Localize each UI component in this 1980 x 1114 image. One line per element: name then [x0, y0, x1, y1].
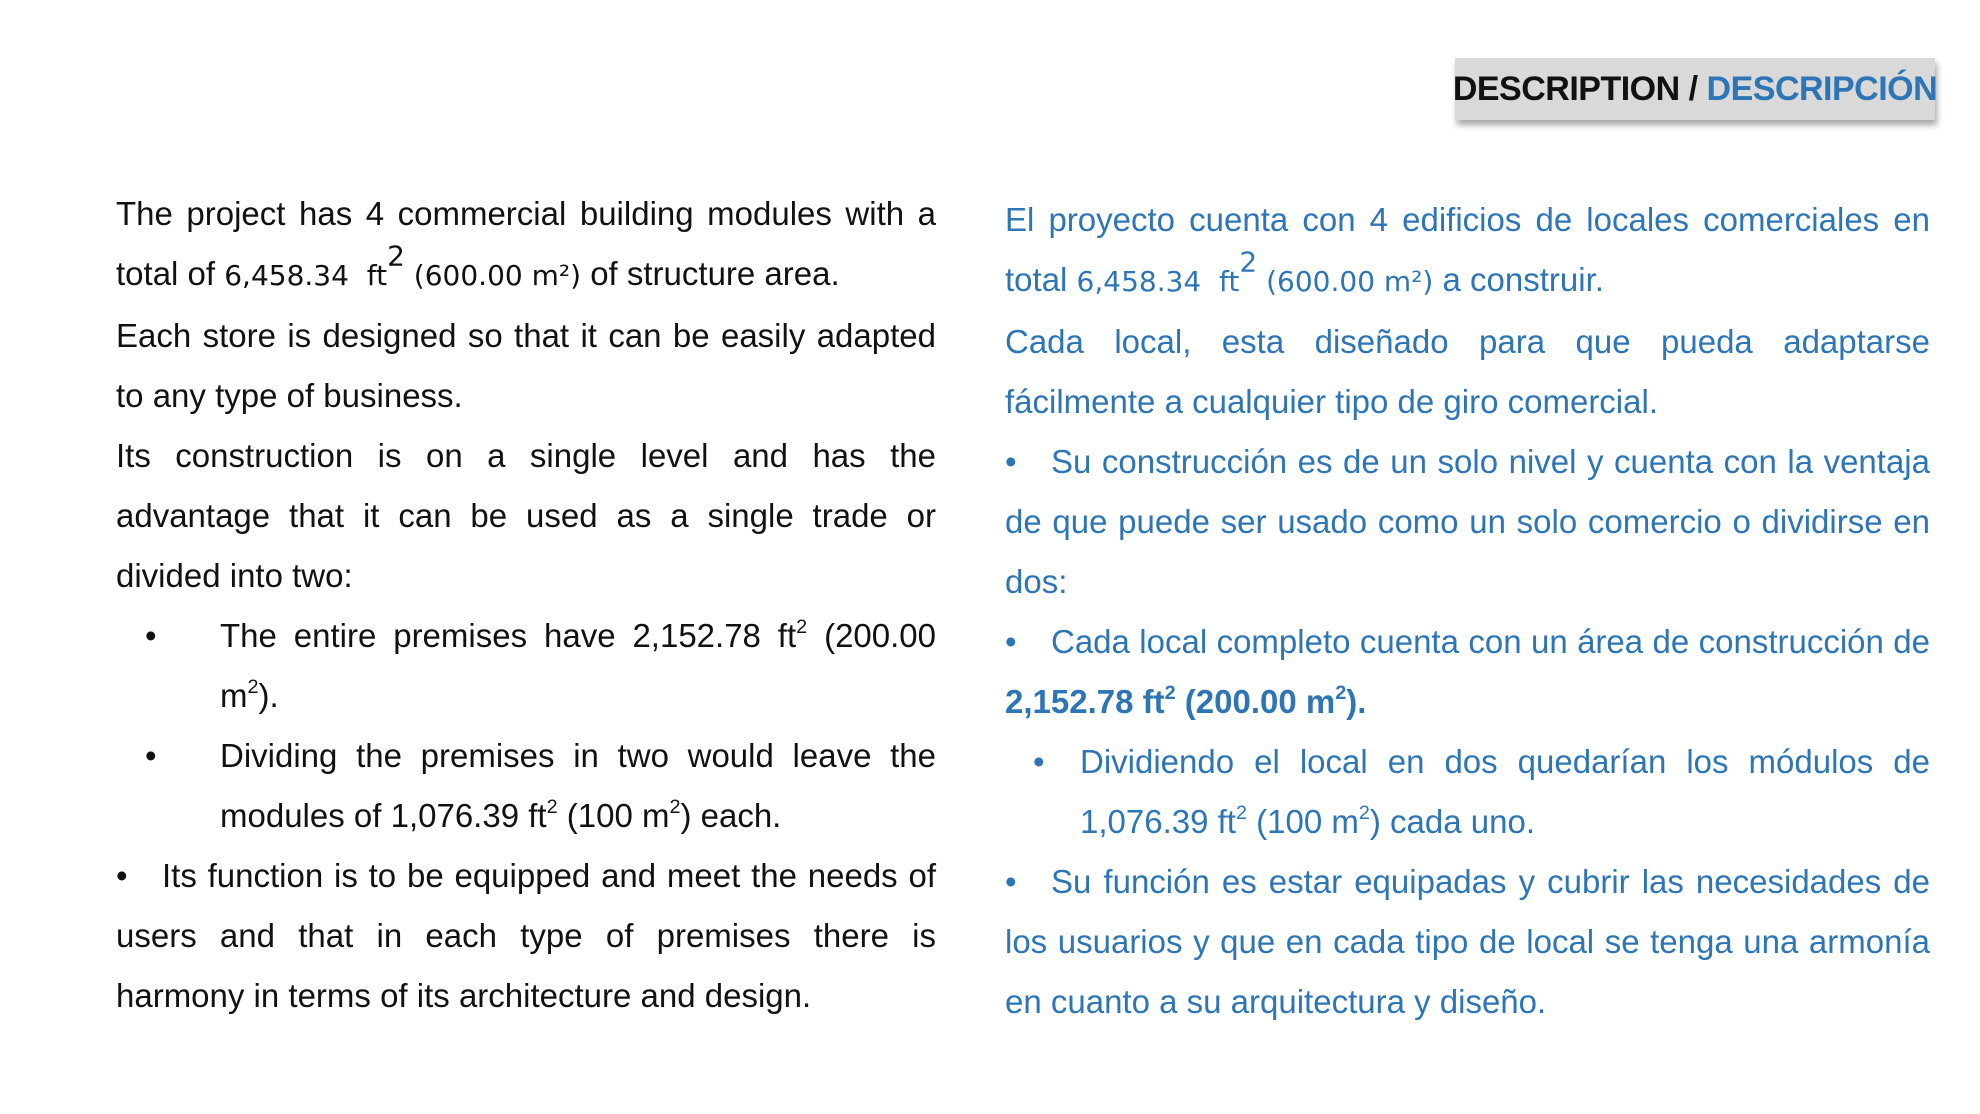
spanish-bullet-2-area [1005, 683, 1366, 720]
spanish-bullet-construction [1005, 432, 1930, 612]
bullet-icon: • [116, 857, 128, 894]
title-separator: / [1679, 69, 1707, 108]
english-b2-sup1: 2 [546, 796, 558, 819]
bullet-icon: • [145, 617, 157, 654]
spanish-p1-sup: 2 [1239, 245, 1258, 279]
english-b1-b: (200.00 m [220, 617, 936, 714]
spanish-b2-bold-a: 2,152.78 ft [1005, 683, 1165, 720]
english-b1-c: ). [258, 677, 279, 714]
spanish-b2-bold-c: ). [1346, 683, 1367, 720]
english-p1-text-b: of structure area. [581, 255, 840, 292]
bullet-icon: • [1005, 623, 1017, 660]
english-bullet-1-text [145, 606, 936, 726]
spanish-p1-text-b: a construir. [1433, 261, 1604, 298]
spanish-subbullet-dividing [1005, 732, 1930, 852]
english-b2-c: ) each. [680, 797, 782, 834]
english-bullet-dividing-premises [116, 726, 936, 846]
english-paragraph-1 [116, 184, 936, 306]
spanish-bullet-4-text: Su función es estar equipadas y cubrir las necesidades de los usuarios y que en cada tipo de local se tenga una armonía en cuanto a su arquitectura y diseño. [1005, 863, 1930, 1020]
spanish-p1-text-a: El proyecto cuenta con 4 edificios de locales comerciales en total [1005, 201, 1930, 298]
spanish-p1-area-ft: 6,458.34 ft [1076, 265, 1240, 298]
bullet-icon: • [145, 737, 157, 774]
spanish-subbullet-text [1080, 732, 1930, 852]
section-title-badge [1452, 58, 1938, 120]
spanish-b3-c: ) cada uno. [1369, 803, 1535, 840]
bullet-icon: • [1005, 863, 1017, 900]
english-bullet-3-text: Its function is to be equipped and meet the needs of users and that in each type of premises there is harmony in terms of its architecture and design. [116, 857, 936, 1014]
title-spanish: DESCRIPCIÓN [1706, 69, 1938, 108]
spanish-bullet-function [1005, 852, 1930, 1032]
spanish-paragraph-1 [1005, 190, 1930, 312]
english-bullet-entire-premises [116, 606, 936, 726]
bullet-icon: • [1033, 743, 1045, 780]
spanish-bullet-entire-local [1005, 612, 1930, 732]
english-b1-a: The entire premises have 2,152.78 ft [220, 617, 797, 654]
title-english: DESCRIPTION [1452, 69, 1680, 108]
english-description-column [116, 184, 936, 1026]
spanish-b3-sup2: 2 [1358, 802, 1370, 825]
bullet-icon: • [1005, 443, 1017, 480]
spanish-b2-bold-sup2: 2 [1335, 682, 1347, 705]
english-b2-b: (100 m [557, 797, 670, 834]
english-b1-sup2: 2 [247, 676, 259, 699]
spanish-p1-area-m: (600.00 m²) [1257, 265, 1434, 298]
english-p1-text-a: The project has 4 commercial building modules with a total of [116, 195, 936, 292]
spanish-b3-a: Dividiendo el local en dos quedarían los módulos de 1,076.39 ft [1080, 743, 1930, 840]
english-p1-sup: 2 [387, 239, 405, 273]
english-p1-area-ft: 6,458.34 ft [224, 259, 388, 292]
spanish-b3-b: (100 m [1246, 803, 1359, 840]
spanish-paragraph-2: Cada local, esta diseñado para que pueda adaptarse fácilmente a cualquier tipo de giro comercial. [1005, 323, 1930, 420]
spanish-b3-sup1: 2 [1235, 802, 1247, 825]
english-p1-area-m: (600.00 m²) [404, 259, 582, 292]
english-paragraph-2: Each store is designed so that it can be easily adapted to any type of business. [116, 317, 936, 414]
spanish-bullet-2-text: Cada local completo cuenta con un área de construcción de [1051, 623, 1930, 660]
english-b2-a: Dividing the premises in two would leave the modules of 1,076.39 ft [220, 737, 936, 834]
english-b1-sup1: 2 [796, 616, 808, 639]
english-bullet-2-text [145, 726, 936, 846]
english-bullet-function [116, 846, 936, 1026]
english-b2-sup2: 2 [669, 796, 681, 819]
spanish-bullet-1-text: Su construcción es de un solo nivel y cuenta con la ventaja de que puede ser usado como un solo comercio o dividirse en dos: [1005, 443, 1930, 600]
spanish-b2-bold-b: (200.00 m [1175, 683, 1336, 720]
spanish-b2-bold-sup: 2 [1164, 682, 1176, 705]
english-paragraph-3: Its construction is on a single level and has the advantage that it can be used as a single trade or divided into two: [116, 437, 936, 594]
spanish-description-column [1005, 190, 1930, 1032]
